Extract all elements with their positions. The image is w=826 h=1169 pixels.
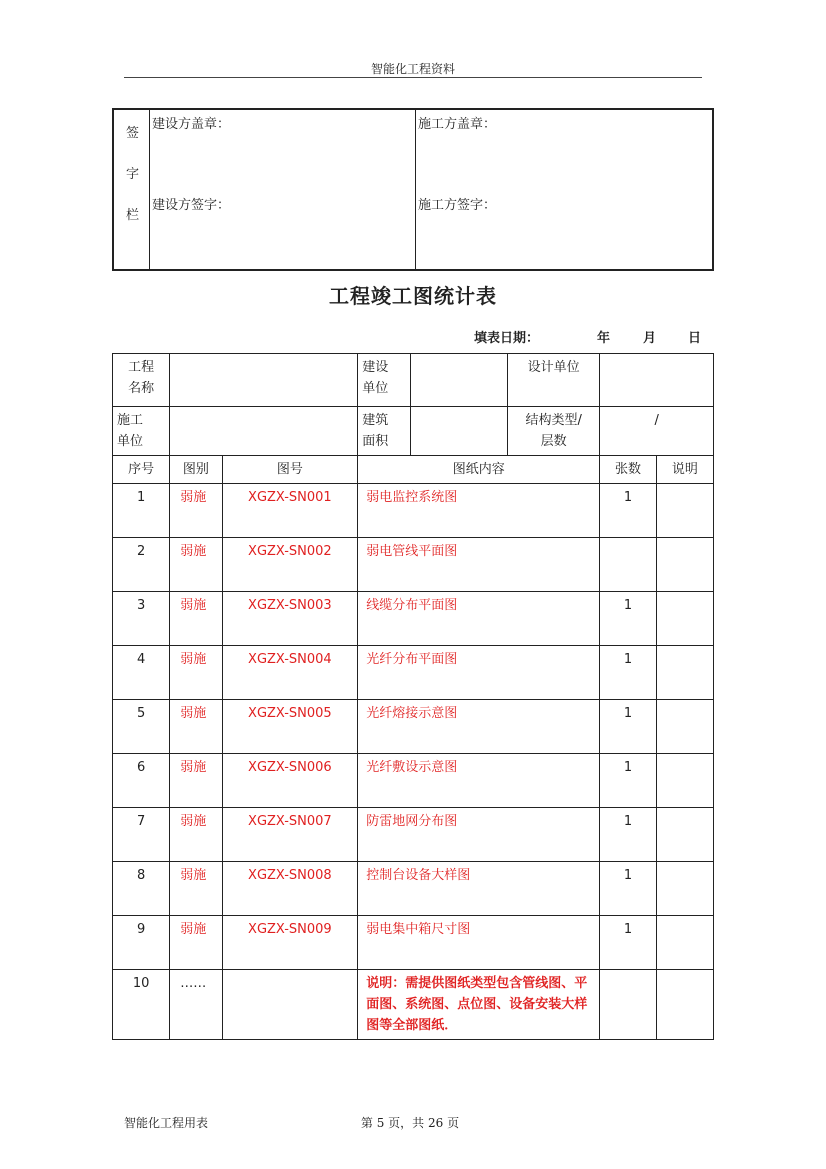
footer-page-number: 第 5 页，共 26 页 [360,1116,460,1130]
row-no: 5 [113,700,170,754]
row-code: XGZX-SN006 [222,754,358,808]
row-note [656,862,713,916]
row-category: 弱施 [170,916,222,970]
row-note [656,970,713,1040]
row-no: 3 [113,592,170,646]
col-header-no: 序号 [113,456,170,484]
row-note [656,646,713,700]
table-row [113,484,714,538]
row-category: 弱施 [170,754,222,808]
row-note [656,538,713,592]
construct-seal-label: 施工方盖章： [418,117,497,132]
row-code: XGZX-SN009 [222,916,358,970]
signature-label-char: 栏 [125,208,139,223]
row-sheets: 1 [600,754,656,808]
row-note [656,700,713,754]
row-no: 1 [113,484,170,538]
drawing-statistics-table [112,353,714,1040]
signature-table [112,108,714,271]
fill-date-month: 月 [643,331,657,346]
row-sheets: 1 [600,700,656,754]
fill-date-day: 日 [688,331,702,346]
table-row [113,754,714,808]
col-header-code: 图号 [222,456,358,484]
col-header-category: 图别 [170,456,222,484]
row-code: XGZX-SN002 [222,538,358,592]
row-code: XGZX-SN005 [222,700,358,754]
build-unit-value[interactable] [411,354,507,407]
row-category: 弱施 [170,862,222,916]
row-category: 弱施 [170,808,222,862]
row-note [656,754,713,808]
table-row [113,862,714,916]
header-rule [124,77,702,78]
row-sheets [600,970,656,1040]
row-content: 弱电集中箱尺寸图 [358,916,600,970]
row-no: 9 [113,916,170,970]
col-header-note: 说明 [656,456,713,484]
row-content: 弱电监控系统图 [358,484,600,538]
row-content: 光纤熔接示意图 [358,700,600,754]
building-area-value[interactable] [411,407,507,456]
row-content: 控制台设备大样图 [358,862,600,916]
signature-label-char: 签 [125,126,139,141]
row-category: 弱施 [170,646,222,700]
row-no: 8 [113,862,170,916]
row-category: 弱施 [170,538,222,592]
build-seal-cell[interactable] [150,109,416,191]
row-content: 线缆分布平面图 [358,592,600,646]
row-content: 防雷地网分布图 [358,808,600,862]
row-content: 弱电管线平面图 [358,538,600,592]
design-unit-label: 设计单位 [507,354,599,407]
col-header-content: 图纸内容 [358,456,600,484]
row-sheets: 1 [600,592,656,646]
table-row [113,646,714,700]
footer-form-name: 智能化工程用表 [124,1116,209,1130]
project-name-label: 工程 名称 [113,354,170,407]
building-area-label: 建筑 面积 [358,407,411,456]
row-no: 2 [113,538,170,592]
row-sheets [600,538,656,592]
build-seal-label: 建设方盖章： [152,117,231,132]
form-title: 工程竣工图统计表 [329,284,497,308]
row-code: XGZX-SN008 [222,862,358,916]
construct-unit-label: 施工 单位 [113,407,170,456]
build-sign-label: 建设方签字： [152,198,231,213]
row-note [656,916,713,970]
construct-unit-value[interactable] [170,407,358,456]
row-sheets: 1 [600,484,656,538]
row-category: 弱施 [170,700,222,754]
row-code [222,970,358,1040]
construct-seal-cell[interactable] [416,109,714,191]
row-content: 光纤分布平面图 [358,646,600,700]
row-category: 弱施 [170,592,222,646]
construct-sign-cell[interactable] [416,191,714,270]
row-no: 4 [113,646,170,700]
row-code: XGZX-SN004 [222,646,358,700]
row-sheets: 1 [600,646,656,700]
row-code: XGZX-SN003 [222,592,358,646]
build-unit-label: 建设 单位 [358,354,411,407]
structure-value[interactable]: / [600,407,714,456]
row-sheets: 1 [600,808,656,862]
build-sign-cell[interactable] [150,191,416,270]
row-note [656,592,713,646]
row-sheets: 1 [600,862,656,916]
row-code: XGZX-SN001 [222,484,358,538]
requirement-note: 说明：需提供图纸类型包含管线图、平面图、系统图、点位图、设备安装大样图等全部图纸． [358,970,600,1040]
row-note [656,808,713,862]
row-sheets: 1 [600,916,656,970]
construct-sign-label: 施工方签字： [418,198,497,213]
table-row [113,700,714,754]
table-row [113,592,714,646]
row-code: XGZX-SN007 [222,808,358,862]
table-row [113,808,714,862]
row-note [656,484,713,538]
fill-date-label: 填表日期： [474,331,540,346]
signature-column-label [113,109,150,270]
row-content: 光纤敷设示意图 [358,754,600,808]
table-row [113,916,714,970]
row-no: 10 [113,970,170,1040]
design-unit-value[interactable] [600,354,714,407]
page-header-title: 智能化工程资料 [370,62,455,76]
project-name-value[interactable] [170,354,358,407]
fill-date-year: 年 [597,331,611,346]
col-header-sheets: 张数 [600,456,656,484]
structure-label: 结构类型/ 层数 [507,407,599,456]
signature-label-char: 字 [125,167,139,182]
row-category: …… [170,970,222,1040]
row-category: 弱施 [170,484,222,538]
row-no: 6 [113,754,170,808]
table-row [113,538,714,592]
row-no: 7 [113,808,170,862]
